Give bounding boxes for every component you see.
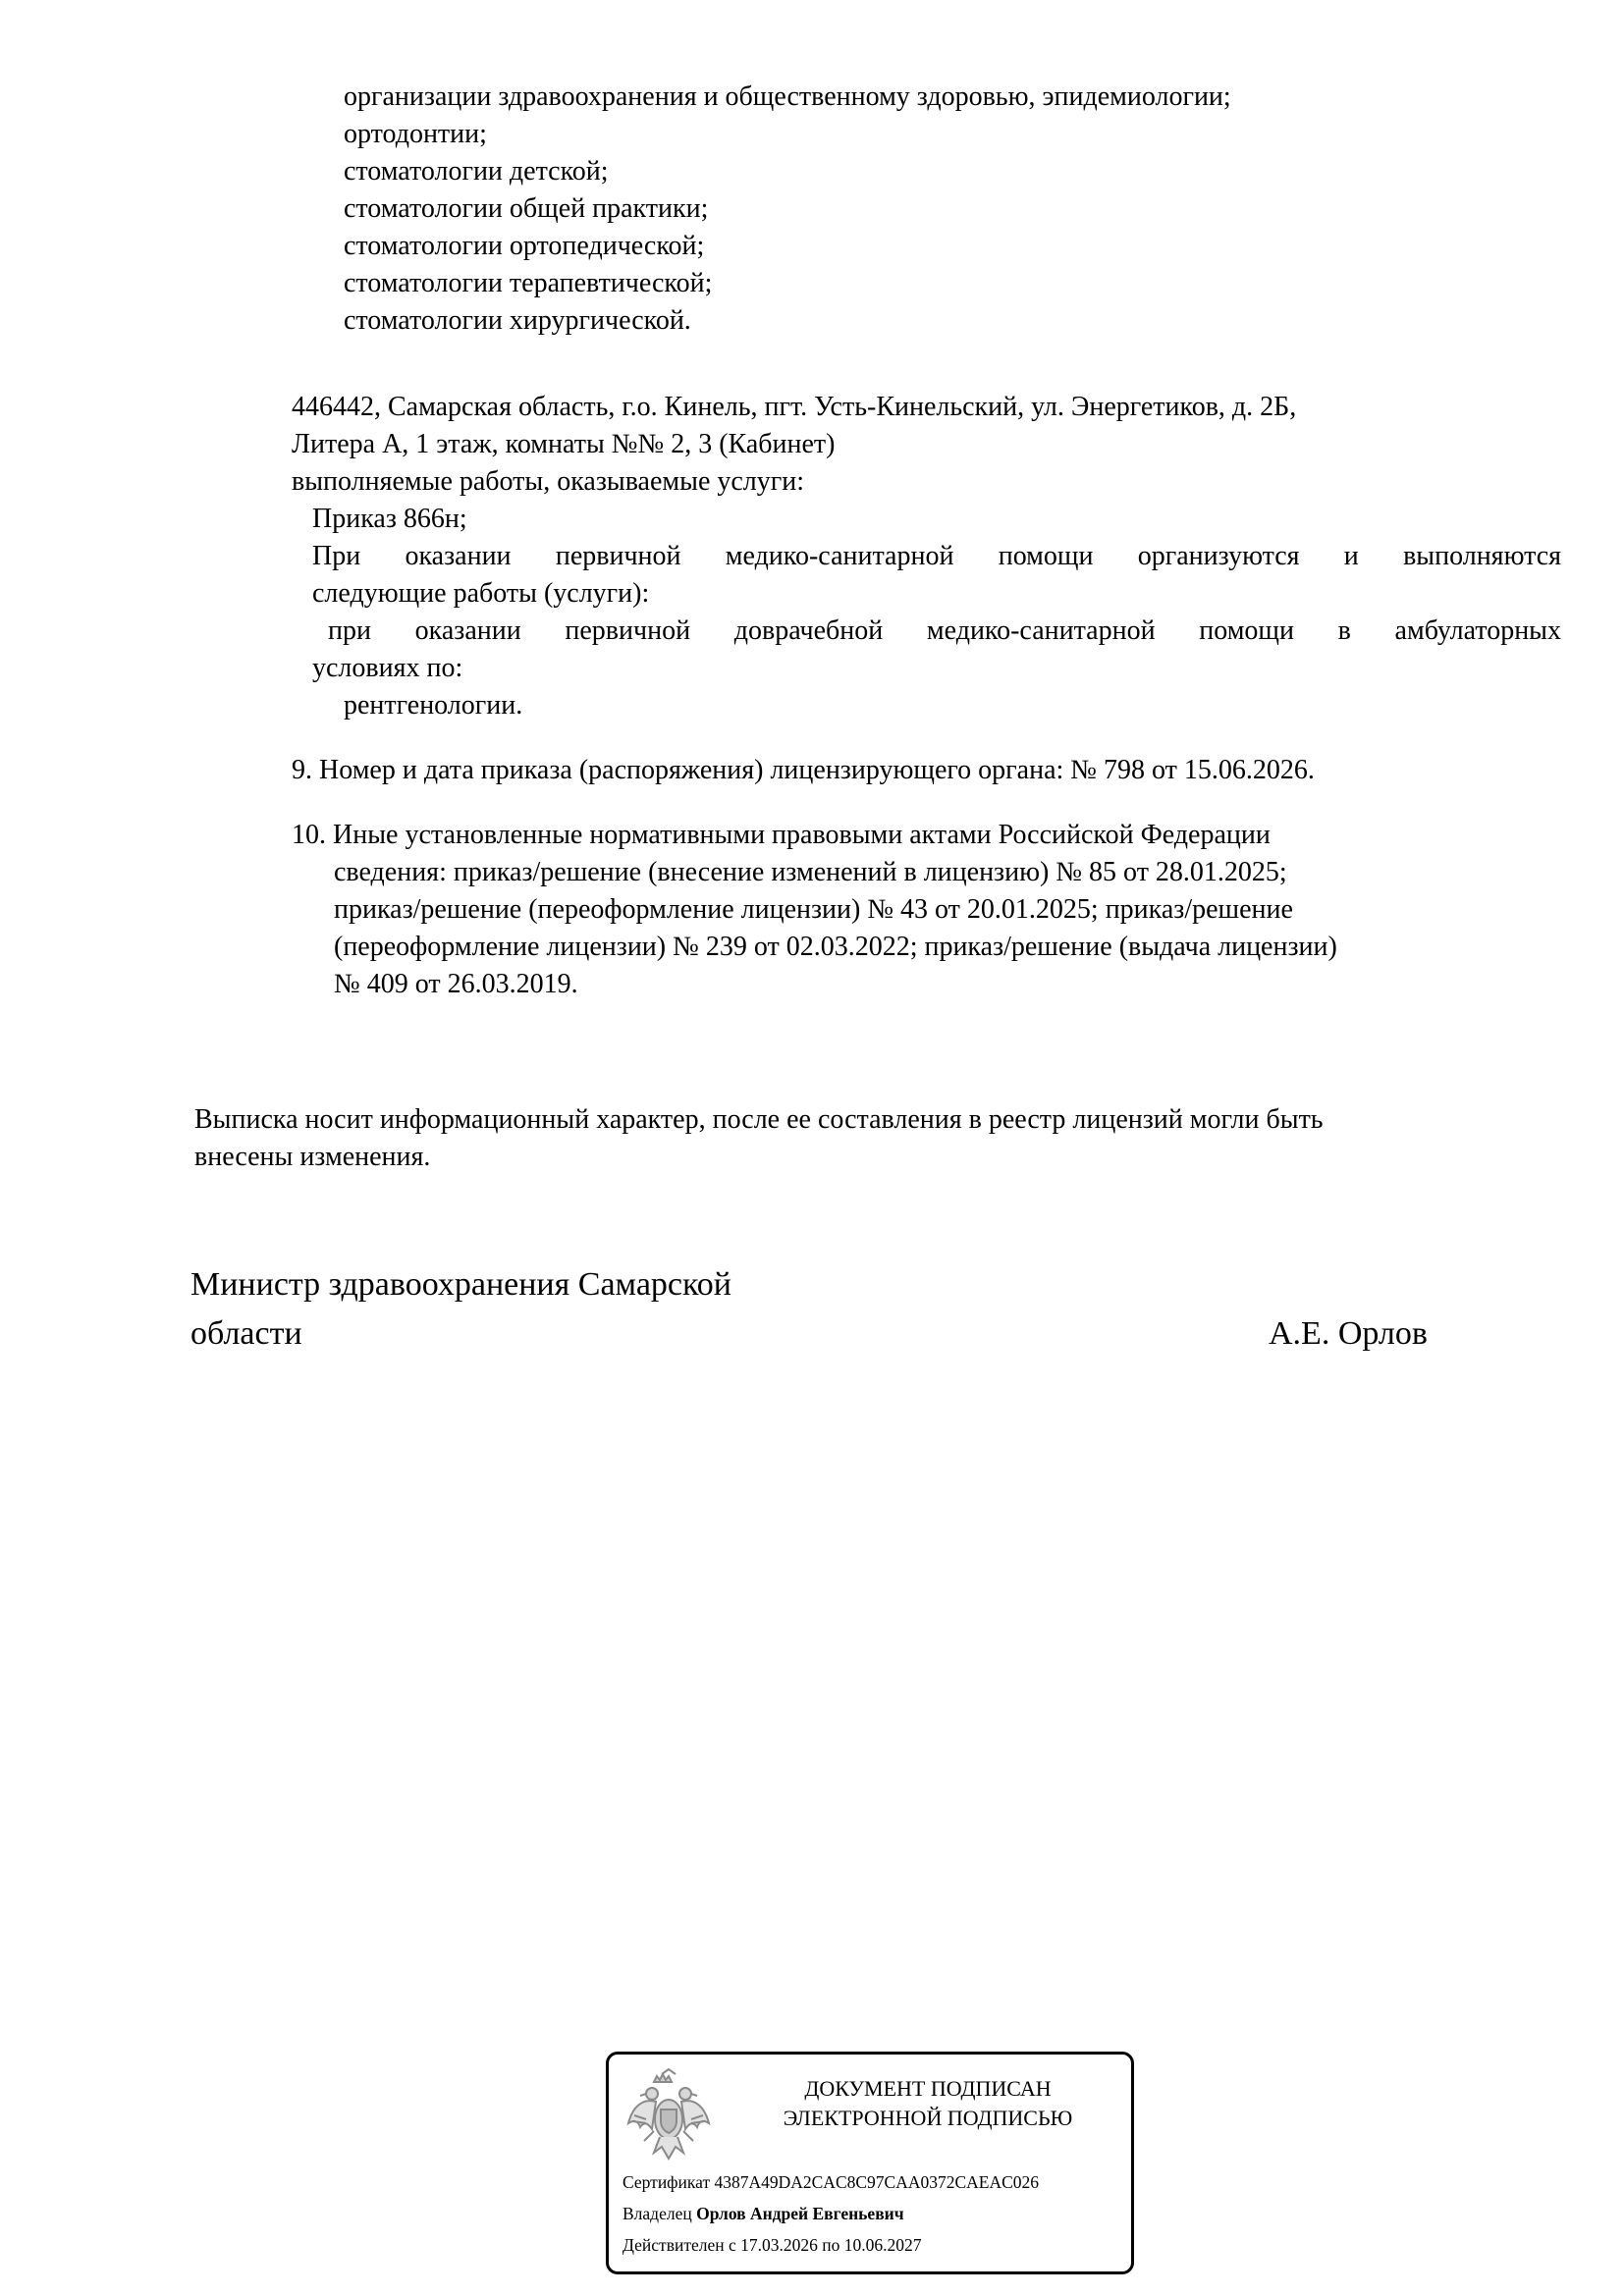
signatory-position-line-1: Министр здравоохранения Самарской	[190, 1266, 731, 1303]
disclaimer-line-1: Выписка носит информационный характер, после ее составления в реестр лицензий могли быть	[194, 1104, 1324, 1135]
item-10-line: (переоформление лицензии) № 239 от 02.03.2022; приказ/решение (выдача лицензии)	[334, 932, 1337, 962]
specialty-item: стоматологии хирургической.	[344, 305, 691, 336]
order-reference: Приказ 866н;	[312, 504, 467, 534]
specialty-item: стоматологии общей практики;	[344, 193, 709, 224]
address-line-1: 446442, Самарская область, г.о. Кинель, пгт. Усть-Кинельский, ул. Энергетиков, д. 2Б,	[292, 392, 1297, 422]
item-10-line: приказ/решение (переоформление лицензии) № 43 от 20.01.2025; приказ/решение	[334, 894, 1293, 925]
stamp-owner-label: Владелец	[623, 2204, 692, 2223]
item-10-line: № 409 от 26.03.2019.	[334, 969, 578, 999]
specialty-item: стоматологии ортопедической;	[344, 231, 705, 261]
stamp-validity: Действителен с 17.03.2026 по 10.06.2027	[623, 2235, 922, 2255]
disclaimer-line-2: внесены изменения.	[194, 1142, 431, 1172]
pmsp-line-1: При оказании первичной медико-санитарной помощи организуются и выполняются	[312, 541, 1561, 571]
dovrach-line-1: при оказании первичной доврачебной медико-санитарной помощи в амбулаторных	[328, 615, 1561, 646]
specialty-item: стоматологии детской;	[344, 156, 609, 187]
stamp-title-line-1: ДОКУМЕНТ ПОДПИСАН	[804, 2076, 1052, 2101]
address-line-2: Литера А, 1 этаж, комнаты №№ 2, 3 (Кабинет)	[292, 429, 836, 459]
stamp-owner	[623, 2202, 904, 2225]
dovrach-line-2: условиях по:	[312, 653, 463, 683]
item-9-order-number-date: 9. Номер и дата приказа (распоряжения) лицензирующего органа: № 798 от 15.06.2026.	[292, 755, 1315, 785]
electronic-signature-stamp	[606, 2052, 1134, 2274]
stamp-certificate	[623, 2170, 1039, 2194]
service-item: рентгенологии.	[344, 690, 523, 721]
item-10-line: 10. Иные установленные нормативными правовыми актами Российской Федерации	[292, 820, 1271, 850]
stamp-certificate-label: Сертификат	[623, 2172, 711, 2192]
signatory-name: А.Е. Орлов	[1269, 1315, 1428, 1352]
double-headed-eagle-emblem-icon	[624, 2068, 713, 2166]
pmsp-line-2: следующие работы (услуги):	[312, 578, 650, 609]
specialty-item: организации здравоохранения и общественному здоровью, эпидемиологии;	[344, 81, 1231, 112]
stamp-certificate-value: 4387A49DA2CAC8C97CAA0372CAEAC026	[714, 2172, 1040, 2192]
item-10-line: сведения: приказ/решение (внесение изменений в лицензию) № 85 от 28.01.2025;	[334, 857, 1287, 887]
signatory-position-line-2: области	[190, 1315, 302, 1352]
stamp-owner-value: Орлов Андрей Евгеньевич	[696, 2204, 904, 2223]
stamp-title-line-2: ЭЛЕКТРОННОЙ ПОДПИСЬЮ	[783, 2106, 1073, 2130]
specialty-item: ортодонтии;	[344, 119, 487, 149]
specialty-item: стоматологии терапевтической;	[344, 268, 713, 298]
works-label: выполняемые работы, оказываемые услуги:	[292, 466, 805, 497]
